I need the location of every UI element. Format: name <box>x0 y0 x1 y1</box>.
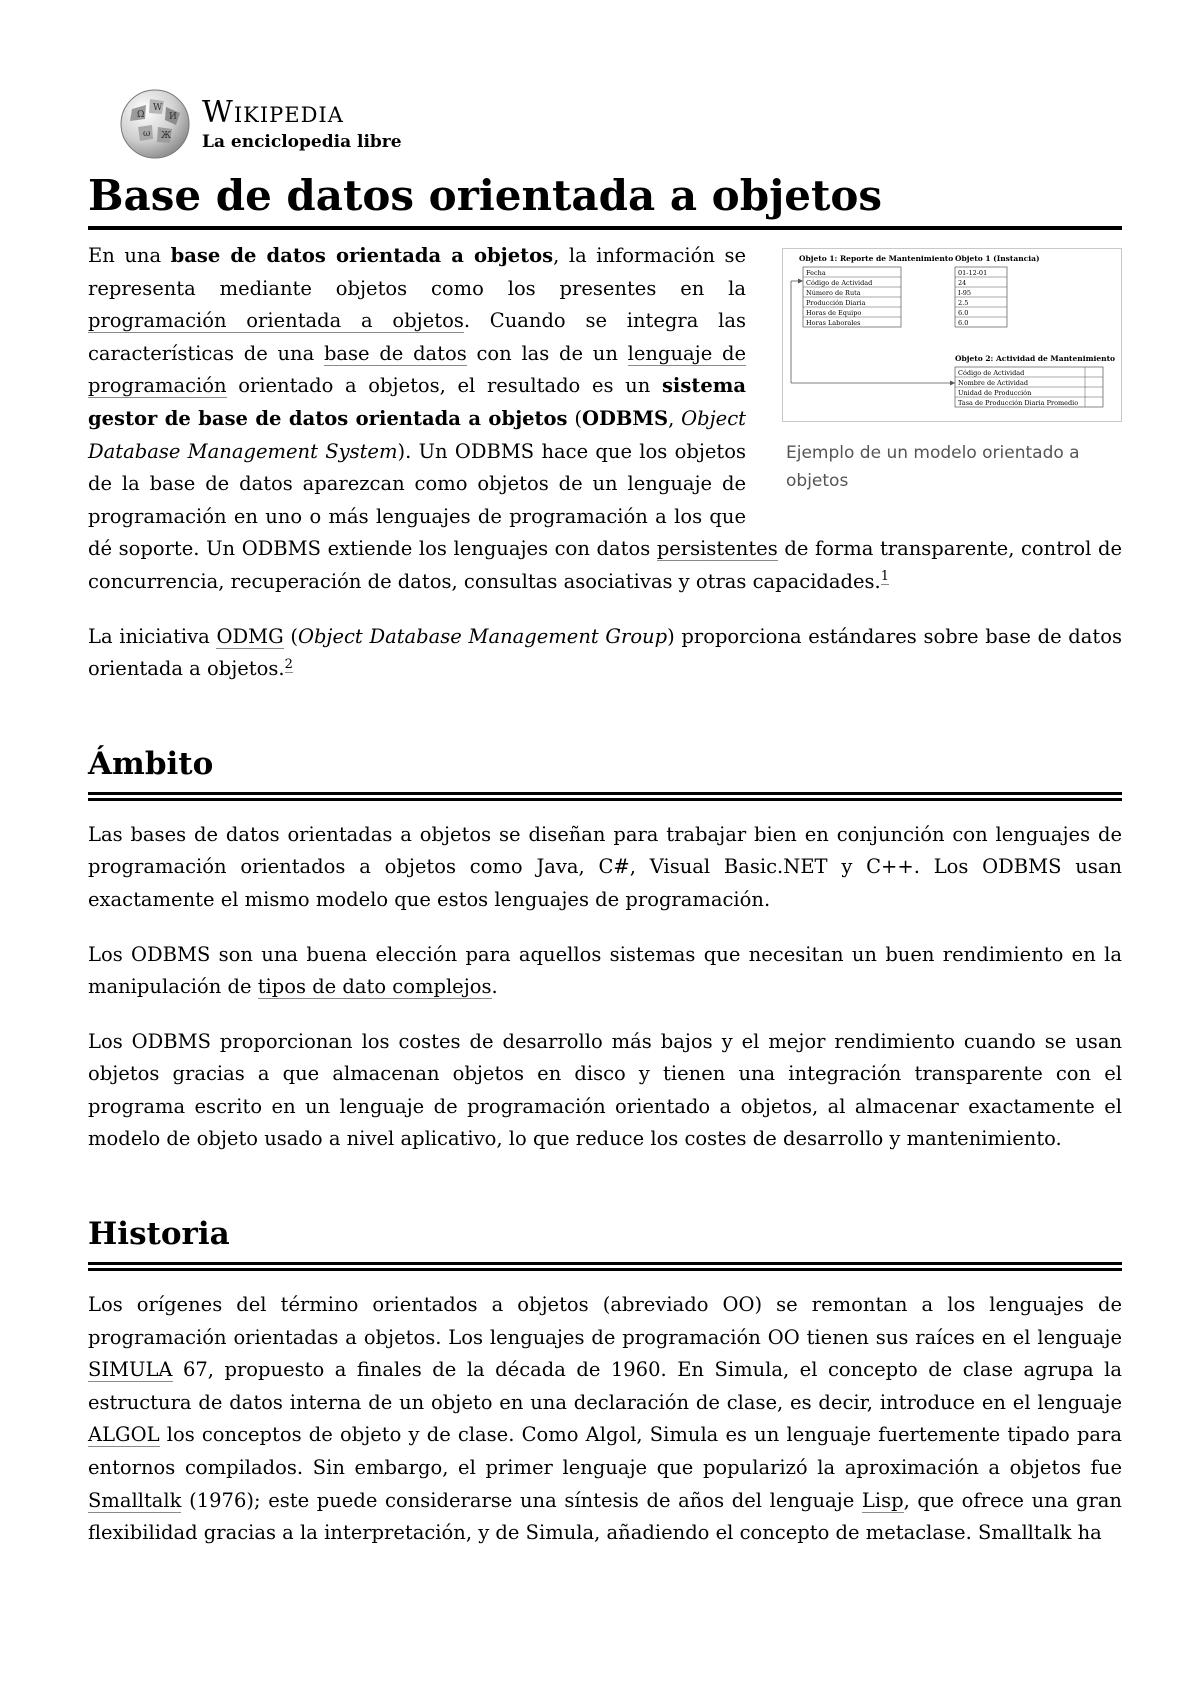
page-title: Base de datos orientada a objetos <box>88 171 883 220</box>
box1-row: Producción Diaria <box>806 299 866 307</box>
text: Los ODBMS son una buena elección para aquellos sistemas que necesitan un buen rendimiento en la manipulación de <box>88 942 1122 999</box>
box2-row: 6.0 <box>958 319 969 327</box>
text: La iniciativa <box>88 624 217 648</box>
text: , <box>668 406 682 430</box>
text: con las de un <box>466 341 628 365</box>
link-programacion-orientada-a-objetos[interactable]: programación orientada a objetos <box>88 309 464 333</box>
wikipedia-logo[interactable] <box>118 88 402 160</box>
ambito-paragraph-3: Los ODBMS proporcionan los costes de desarrollo más bajos y el mejor rendimiento cuando se usan objetos gracias a que almacenan objetos en disco y tienen una integración transparente con el programa escrito en un lenguaje de programación orientado a objetos, al almacenar exactamente el modelo de objeto usado a nivel aplicativo, lo que reduce los costes de desarrollo y mantenimiento. <box>88 1029 1122 1151</box>
box2-row: 6.0 <box>958 309 969 317</box>
box1-table <box>803 267 901 327</box>
bold-term: ODBMS <box>582 406 669 430</box>
box1-row: Número de Ruta <box>806 289 861 297</box>
text: Los orígenes del término orientados a objetos (abreviado OO) se remontan a los lenguajes de programación orientadas a objetos. Los lenguajes de programación OO tienen sus raíces en el lenguaje <box>88 1293 1122 1349</box>
text: , la información se representa mediante objetos como los presentes en la <box>88 244 746 300</box>
object-model-diagram[interactable] <box>782 248 1122 422</box>
intro-paragraph-2 <box>88 621 1122 686</box>
text: ( <box>567 406 583 430</box>
box2-row: 2.5 <box>958 299 969 307</box>
text: 67, propuesto a finales de la década de 1960. En Simula, el concepto de clase agrupa la estructura de datos interna de un objeto en una declaración de clase, es decir, introduce en el lenguaje <box>88 1358 1122 1414</box>
text: los conceptos de objeto y de clase. Como Algol, Simula es un lenguaje fuertemente tipado para entornos compilados. Sin embargo, el primer lenguaje que popularizó la aproximación a objetos fue <box>88 1423 1122 1480</box>
text: . <box>491 975 498 999</box>
bold-term: base de datos orientada a objetos <box>170 244 554 267</box>
text: , que ofrece una gran flexibilidad gracias a la interpretación, y de Simula, añadiendo el concepto de metaclase. Smalltalk ha <box>88 1488 1122 1545</box>
box3-title: Objeto 2: Actividad de Mantenimiento <box>955 354 1116 363</box>
box1-row: Horas de Equipo <box>806 309 862 317</box>
svg-text:Ж: Ж <box>161 131 172 141</box>
reference-2[interactable]: 2 <box>284 656 293 672</box>
box1-title: Objeto 1: Reporte de Mantenimiento <box>799 254 954 263</box>
box1-row: Horas Laborales <box>806 319 861 327</box>
box2-row: 24 <box>958 279 967 287</box>
ambito-paragraph-2 <box>88 939 1122 1004</box>
box2-title: Objeto 1 (Instancia) <box>955 254 1040 263</box>
link-lenguaje-de-programacion[interactable]: lenguaje de programación <box>88 341 746 398</box>
box3-row: Unidad de Producción <box>958 389 1032 397</box>
figure-caption: Ejemplo de un modelo orientado a objetos <box>786 442 1080 491</box>
link-base-de-datos[interactable]: base de datos <box>323 341 467 365</box>
text: ( <box>283 624 298 648</box>
link-simula[interactable]: SIMULA <box>88 1358 173 1382</box>
box3-row: Tasa de Producción Diaria Promedio <box>958 399 1079 407</box>
italic-term: Object Database Management Group <box>297 624 668 648</box>
wordmark <box>202 94 402 152</box>
reference-1[interactable]: 1 <box>880 569 890 585</box>
box1-row: Fecha <box>806 269 826 277</box>
box2-row: I-95 <box>958 289 972 297</box>
figure <box>782 248 1122 495</box>
box3-row: Código de Actividad <box>958 369 1025 377</box>
bold-term: sistema gestor de base de datos orientada a objetos <box>88 374 746 430</box>
svg-text:Ω: Ω <box>137 110 145 120</box>
box3-row: Nombre de Actividad <box>958 379 1028 387</box>
text: de forma transparente, control de concurrencia, recuperación de datos, consultas asociativas y otras capacidades. <box>88 537 1122 593</box>
ambito-paragraph-1: Las bases de datos orientadas a objetos se diseñan para trabajar bien en conjunción con lenguajes de programación orientados a objetos como Java, C#, Visual Basic.NET y C++. Los ODBMS usan exactamente el mismo modelo que estos lenguajes de programación. <box>88 822 1122 911</box>
text: . Cuando se integra las características de una <box>88 309 746 365</box>
logo-name: Wikipedia <box>202 94 344 130</box>
section-heading-ambito: Ámbito <box>88 745 214 782</box>
section-heading-historia: Historia <box>88 1216 230 1253</box>
text: orientado a objetos, el resultado es un <box>226 374 662 398</box>
text: ) proporciona estándares sobre base de datos orientada a objetos. <box>88 624 1122 681</box>
box3-table <box>955 367 1103 407</box>
section-divider <box>88 1262 1122 1271</box>
text: En una <box>88 244 171 267</box>
link-persistentes[interactable]: persistentes <box>656 537 778 561</box>
svg-text:ω: ω <box>143 129 151 139</box>
box1-row: Código de Actividad <box>806 279 873 287</box>
link-lisp[interactable]: Lisp <box>861 1488 904 1512</box>
text: (1976); este puede considerarse una síntesis de años del lenguaje <box>181 1488 862 1512</box>
svg-text:W: W <box>153 103 163 113</box>
italic-term: Object Database Management System <box>88 406 746 463</box>
section-divider <box>88 792 1122 801</box>
link-algol[interactable]: ALGOL <box>88 1423 160 1447</box>
svg-text:И: И <box>169 112 177 122</box>
historia-paragraph-1 <box>88 1289 1122 1550</box>
text: ). Un ODBMS hace que los objetos de la base de datos aparezcan como objetos de un lenguaje de programación en uno o más lenguajes de programación a los que dé soporte. Un ODBMS extiende los lenguajes con datos <box>88 439 746 561</box>
link-tipos-de-dato-complejos[interactable]: tipos de dato complejos <box>257 975 492 999</box>
link-odmg[interactable]: ODMG <box>216 624 284 648</box>
link-smalltalk[interactable]: Smalltalk <box>88 1488 182 1512</box>
box2-table <box>955 267 1007 327</box>
logo-tagline: La enciclopedia libre <box>202 131 402 152</box>
title-divider <box>88 226 1122 230</box>
article-content <box>88 240 1122 1572</box>
box2-row: 01-12-01 <box>958 269 988 277</box>
wikipedia-globe-icon <box>118 87 192 161</box>
